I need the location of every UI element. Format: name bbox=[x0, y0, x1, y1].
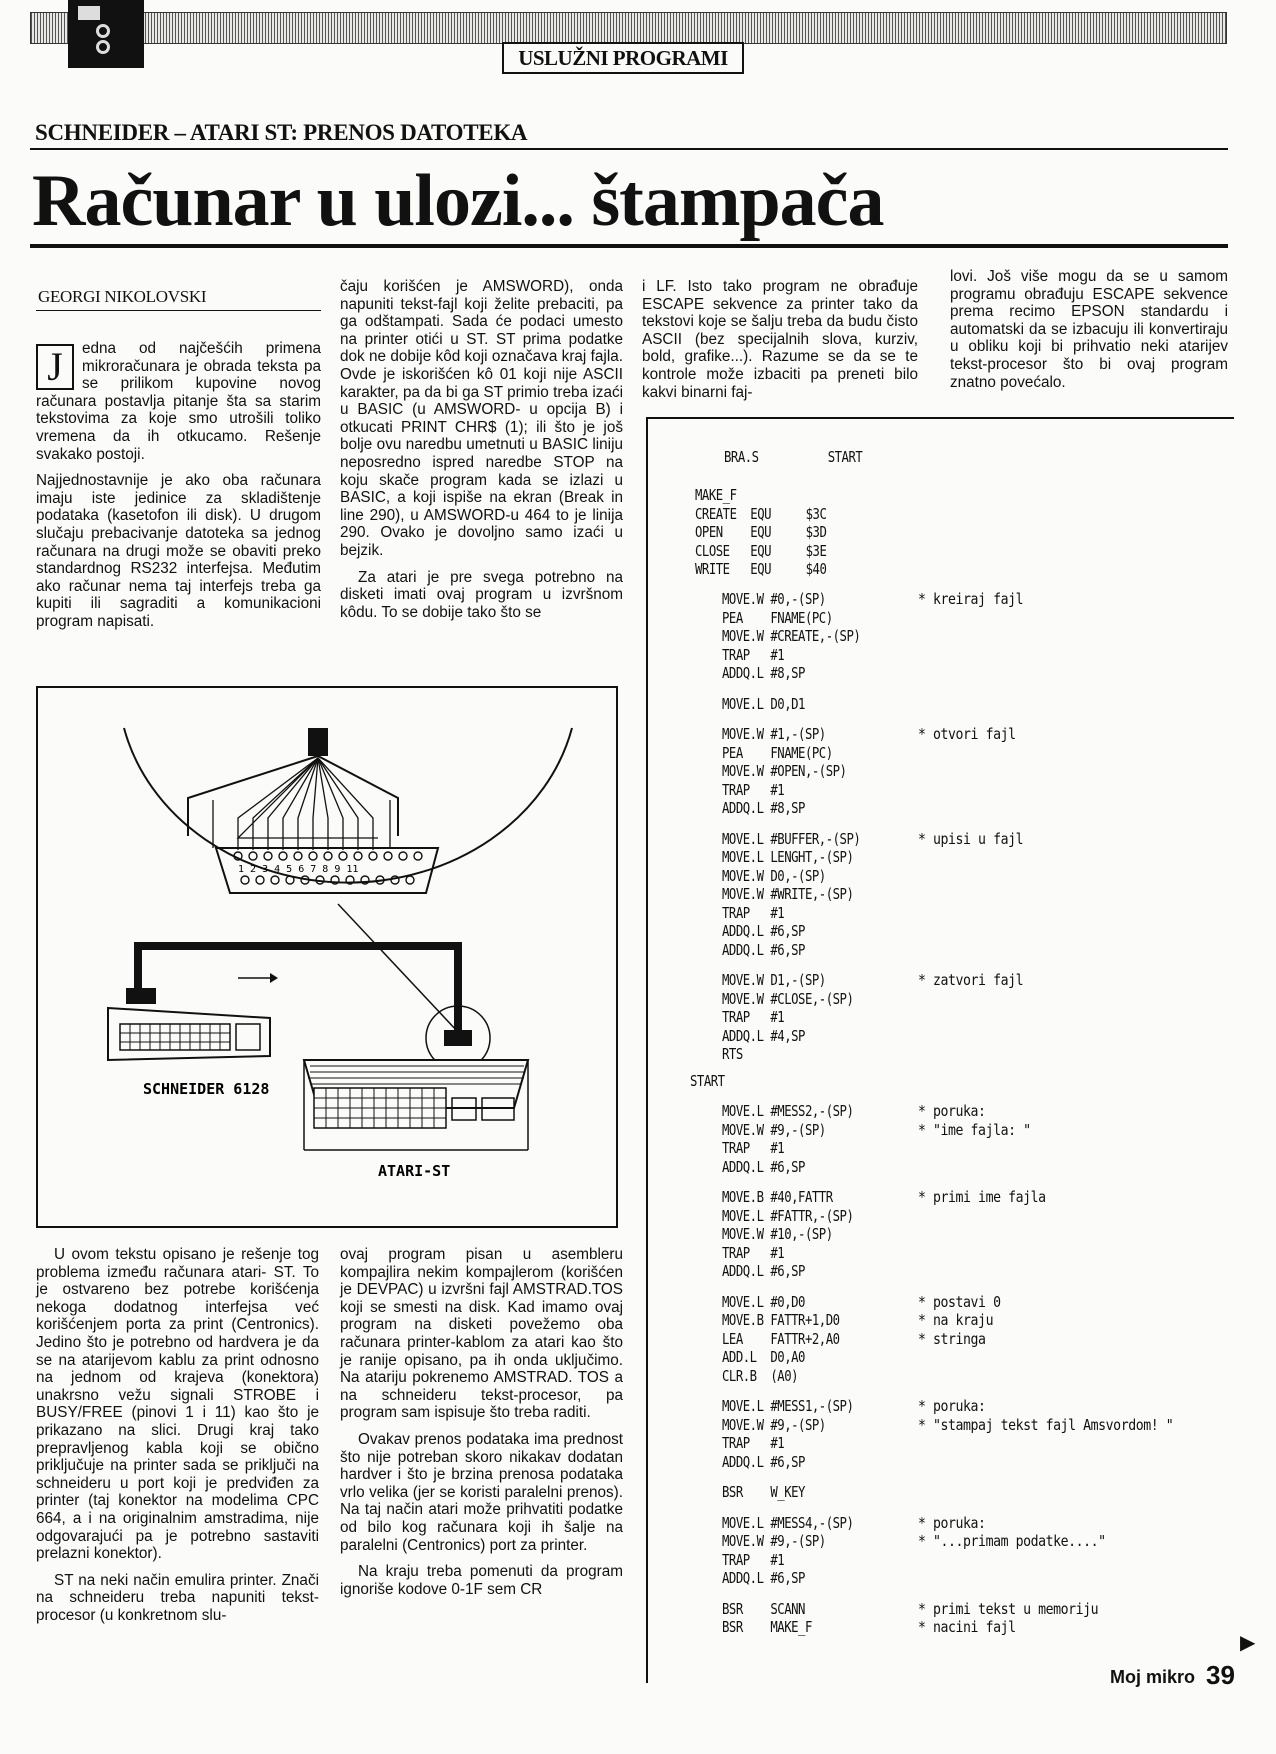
section-label: USLUŽNI PROGRAMI bbox=[502, 42, 744, 74]
code-comment bbox=[918, 1397, 1173, 1434]
computer-icon bbox=[68, 0, 144, 68]
divider bbox=[30, 244, 1228, 248]
code-line: ADDQ.L #8,SP bbox=[722, 664, 805, 682]
code-block bbox=[722, 1188, 853, 1281]
code-line: MOVE.W #OPEN,-(SP) bbox=[722, 762, 847, 780]
code-line: TRAP #1 bbox=[722, 1243, 785, 1262]
paragraph: Za atari je pre svega potrebno na disketi imati ovaj program u izvršnom kôdu. To se dobije tako što se bbox=[340, 568, 623, 621]
code-line: TRAP #1 bbox=[722, 780, 785, 799]
text-column-4 bbox=[950, 268, 1228, 400]
code-line: ADDQ.L #6,SP bbox=[722, 1452, 805, 1471]
article-headline: Računar u ulozi... štampača bbox=[32, 160, 884, 242]
comment-line: * zatvori fajl bbox=[918, 971, 1024, 989]
code-line: MOVE.W #9,-(SP) bbox=[722, 1532, 826, 1550]
code-line: MOVE.L #FATTR,-(SP) bbox=[722, 1206, 854, 1225]
continue-arrow-icon: ▶ bbox=[1240, 1632, 1256, 1654]
listing-line: CREATE EQU $3C bbox=[695, 504, 827, 523]
listing-line: MAKE_F bbox=[695, 486, 737, 504]
code-block bbox=[722, 590, 860, 683]
text-column-3 bbox=[642, 278, 918, 410]
comment-line: * poruka: bbox=[918, 1397, 986, 1415]
cable-wires bbox=[213, 758, 390, 850]
code-comment bbox=[918, 1293, 1001, 1349]
schneider-keyboard bbox=[108, 1008, 270, 1060]
code-block bbox=[722, 1397, 853, 1471]
code-line: MOVE.W #CLOSE,-(SP) bbox=[722, 989, 854, 1008]
code-line: ADD.L D0,A0 bbox=[722, 1348, 805, 1366]
pin-labels: 1 2 3 4 5 6 7 8 9 11 bbox=[238, 864, 359, 875]
code-line: TRAP #1 bbox=[722, 1139, 785, 1157]
paragraph: lovi. Još više mogu da se u samom programu obrađuju ESCAPE sekvence prema recimo EPSON standardu i automatski da se izbacuju ili konvertiraju u obliku koji bi prihvatio neki atarijev tekst-procesor što bi ovaj program znatno povećalo. bbox=[950, 268, 1228, 391]
comment-line: * postavi 0 bbox=[918, 1292, 1001, 1311]
schneider-label: SCHNEIDER 6128 bbox=[143, 1080, 270, 1098]
paragraph: U ovom tekstu opisano je rešenje tog problema između računara atari- ST. To je ostvareno bez potrebe korišćenja nekoga dodatnog interfejsa već korišćenjem porta za print (Centronics). Jedino što je potrebno od hardvera je da se na atarijevom kablu za print odnosno na jednom od krajeva (konektora) unakrsno vežu signali STROBE i BUSY/FREE (pinovi 1 i 11) kao što je prikazano na slici. Drugi kraj tako prepravljenog kabla koji se obično priključuje na printer sada se priključi na schneideru u port koji je predviđen za printer (taj konektor na modelima CPC 664, a i na originalnim amstradima, nije odgovarajući pa je potrebno sastaviti prelazni konektor). bbox=[36, 1246, 319, 1563]
text-column-2 bbox=[340, 278, 623, 630]
cable-diagram bbox=[36, 686, 618, 1228]
code-block bbox=[722, 1483, 805, 1502]
code-line: MOVE.W #CREATE,-(SP) bbox=[722, 627, 861, 645]
code-block bbox=[722, 971, 853, 1064]
code-line: MOVE.L #MESS2,-(SP) bbox=[722, 1102, 854, 1120]
listing-line: CLOSE EQU $3E bbox=[695, 541, 827, 560]
code-line: TRAP #1 bbox=[722, 1434, 785, 1452]
code-line: TRAP #1 bbox=[722, 1008, 785, 1026]
code-line: MOVE.B #40,FATTR bbox=[722, 1188, 833, 1206]
comment-line: * "ime fajla: " bbox=[918, 1120, 1031, 1139]
comment-line: * primi ime fajla bbox=[918, 1188, 1046, 1206]
listing-header: BRA.S START bbox=[724, 448, 863, 466]
code-line: MOVE.W D0,-(SP) bbox=[722, 866, 826, 885]
paragraph: ovaj program pisan u asembleru kompajlira nekim kompajlerom (korišćen je DEVPAC) u izvršni fajl AMSTRAD.TOS koji se smesti na disk. Kad imamo ovaj program na disketi povežemo oba računara printer-kablom za atari kao što je ranije opisano, pa ih onda uključimo. Na atariju pokrenemo AMSTRAD. TOS a na schneideru tekst-procesor, pa program sam ispisuje što treba raditi. bbox=[340, 1246, 623, 1422]
atari-label: ATARI-ST bbox=[378, 1162, 451, 1180]
comment-line: * kreiraj fajl bbox=[918, 590, 1024, 608]
header-band bbox=[30, 12, 1227, 44]
code-line: BSR W_KEY bbox=[722, 1483, 805, 1501]
comment-line: * primi tekst u memoriju bbox=[918, 1599, 1099, 1618]
paragraph: i LF. Isto tako program ne obrađuje ESCAPE sekvence za printer tako da tekstovi koje se šalju treba da budu čisto ASCII (bez specijalnih slova, kurziv, bold, grafike...). Razume se da se te kontrole može izbaciti pa preneti bilo kakvi binarni faj- bbox=[642, 278, 918, 401]
code-line: MOVE.W #10,-(SP) bbox=[722, 1225, 833, 1243]
code-line: MOVE.W #WRITE,-(SP) bbox=[722, 885, 854, 903]
code-line: MOVE.L #MESS4,-(SP) bbox=[722, 1513, 854, 1532]
code-line: MOVE.L LENGHT,-(SP) bbox=[722, 848, 854, 866]
code-line: BSR SCANN bbox=[722, 1599, 805, 1618]
comment-line: * "stampaj tekst fajl Amsvordom! " bbox=[918, 1415, 1174, 1434]
paragraph: Ovakav prenos podataka ima prednost što nije potreban skoro nikakav dodatan hardver i što je brzina prenosa podataka vrlo velika (jer se koristi paralelni prenos). Na taj način atari može prihvatiti podatke od bilo kog računara koji ih šalje na paralelni (Centronics) port za printer. bbox=[340, 1430, 623, 1554]
code-block bbox=[722, 725, 846, 818]
code-comment bbox=[918, 971, 1023, 990]
comment-line: * na kraju bbox=[918, 1311, 994, 1329]
diagram-svg bbox=[38, 688, 616, 1226]
code-comment bbox=[918, 1188, 1046, 1207]
listing-line: WRITE EQU $40 bbox=[695, 560, 827, 578]
cable-plug bbox=[308, 728, 328, 756]
code-line: MOVE.L D0,D1 bbox=[722, 694, 805, 713]
code-line: MOVE.W #9,-(SP) bbox=[722, 1120, 826, 1139]
paragraph: čaju korišćen je AMSWORD), onda napuniti tekst-fajl koji želite prebaciti, pa ga odštampati. Sada će podaci umesto na printer otići u ST. ST prima podatke dok ne dobije kôd koji označava kraj fajla. Ovde je iskorišćen kô 01 koji nije ASCII karakter, pa da bi ga ST primio treba izaći u BASIC (u AMSWORD- u opcija B) i otkucati PRINT CHR$ (1); ili što je još bolje ovu naredbu umetnuti u BASIC liniju neposredno ispred naredbe STOP na koju skače program kada se izlazi u BASIC, a koji ispiše na ekran (Break in line 290), u AMSWORD-u 464 to je linija 290. Ovako je dovoljno samo izaći u bejzik. bbox=[340, 278, 623, 559]
code-line: TRAP #1 bbox=[722, 903, 785, 922]
code-line: ADDQ.L #6,SP bbox=[722, 922, 805, 940]
code-comment bbox=[918, 830, 1023, 849]
code-line: BSR MAKE_F bbox=[722, 1618, 812, 1636]
code-comment bbox=[918, 725, 1016, 744]
comment-line: * stringa bbox=[918, 1329, 986, 1348]
code-line: LEA FATTR+2,A0 bbox=[722, 1329, 840, 1348]
comment-line: * poruka: bbox=[918, 1513, 986, 1532]
text-column-6 bbox=[340, 1246, 623, 1607]
code-block bbox=[722, 1293, 840, 1386]
code-line: TRAP #1 bbox=[722, 1550, 785, 1569]
comment-line: * "...primam podatke...." bbox=[918, 1532, 1106, 1550]
code-block bbox=[722, 1514, 853, 1588]
divider bbox=[36, 310, 321, 311]
code-block bbox=[722, 1600, 812, 1637]
code-comment bbox=[918, 1514, 1106, 1551]
code-line: RTS bbox=[722, 1045, 743, 1063]
code-line: CLR.B (A0) bbox=[722, 1366, 799, 1385]
code-comment bbox=[918, 590, 1023, 609]
code-line: TRAP #1 bbox=[722, 645, 785, 664]
comment-line: * nacini fajl bbox=[918, 1618, 1016, 1636]
text-column-1 bbox=[36, 340, 321, 640]
code-line: ADDQ.L #6,SP bbox=[722, 940, 805, 959]
code-line: PEA FNAME(PC) bbox=[722, 743, 833, 762]
comment-line: * upisi u fajl bbox=[918, 829, 1024, 848]
code-line: MOVE.W #0,-(SP) bbox=[722, 590, 826, 608]
listing-definitions bbox=[695, 486, 826, 579]
code-line: ADDQ.L #6,SP bbox=[722, 1262, 805, 1280]
text-column-5 bbox=[36, 1246, 319, 1633]
start-label: START bbox=[690, 1072, 725, 1090]
comment-line: * otvori fajl bbox=[918, 725, 1016, 743]
code-comment bbox=[918, 1102, 1031, 1139]
paragraph: edna od najčešćih primena mikroračunara je obrada teksta pa se prilikom kupovine novog računara postavlja pitanje šta sa starim tekstovima za koje smo utrošili toliko vremena da ih otkucamo. Rešenje svakako postoji. bbox=[36, 340, 321, 463]
divider bbox=[30, 148, 1228, 150]
code-line: ADDQ.L #8,SP bbox=[722, 799, 805, 817]
code-comment bbox=[918, 1600, 1098, 1637]
atari-keyboard bbox=[304, 1060, 528, 1150]
code-line: ADDQ.L #4,SP bbox=[722, 1026, 805, 1045]
paragraph: ST na neki način emulira printer. Znači na schneideru treba napuniti tekst-procesor (u konkretnom slu- bbox=[36, 1571, 319, 1624]
code-line: MOVE.L #0,D0 bbox=[722, 1292, 805, 1311]
code-line: ADDQ.L #6,SP bbox=[722, 1569, 805, 1587]
code-line: PEA FNAME(PC) bbox=[722, 608, 833, 627]
code-line: MOVE.L #BUFFER,-(SP) bbox=[722, 829, 861, 848]
paragraph: Na kraju treba pomenuti da program ignoriše kodove 0-1F sem CR bbox=[340, 1563, 623, 1598]
code-line: MOVE.L #MESS1,-(SP) bbox=[722, 1397, 854, 1415]
page-number: 39 bbox=[1206, 1660, 1235, 1690]
listing-line: OPEN EQU $3D bbox=[695, 523, 827, 541]
code-line: MOVE.W #9,-(SP) bbox=[722, 1415, 826, 1434]
code-line: MOVE.W D1,-(SP) bbox=[722, 971, 826, 989]
code-line: MOVE.W #1,-(SP) bbox=[722, 725, 826, 743]
magazine-name: Moj mikro bbox=[1110, 1667, 1196, 1687]
code-block bbox=[722, 830, 860, 960]
code-line: MOVE.B FATTR+1,D0 bbox=[722, 1311, 840, 1329]
article-kicker: SCHNEIDER – ATARI ST: PRENOS DATOTEKA bbox=[35, 120, 528, 145]
code-block bbox=[722, 1102, 853, 1176]
comment-line: * poruka: bbox=[918, 1102, 986, 1120]
drop-cap: J bbox=[36, 344, 74, 390]
code-line: ADDQ.L #6,SP bbox=[722, 1157, 805, 1176]
author-byline: GEORGI NIKOLOVSKI bbox=[38, 287, 207, 306]
code-block bbox=[722, 695, 805, 714]
paragraph: Najjednostavnije je ako oba računara imaju iste jedinice za skladištenje podataka (kasetofon ili disk). U drugom slučaju prebacivanje datoteka sa jednog računara na drugi može se obaviti preko standardnog RS232 interfejsa. Međutim ako računar nema taj interfejs treba ga kupiti ili sagraditi a komunikacioni program napisati. bbox=[36, 472, 321, 630]
magnifier-circle bbox=[124, 728, 572, 883]
